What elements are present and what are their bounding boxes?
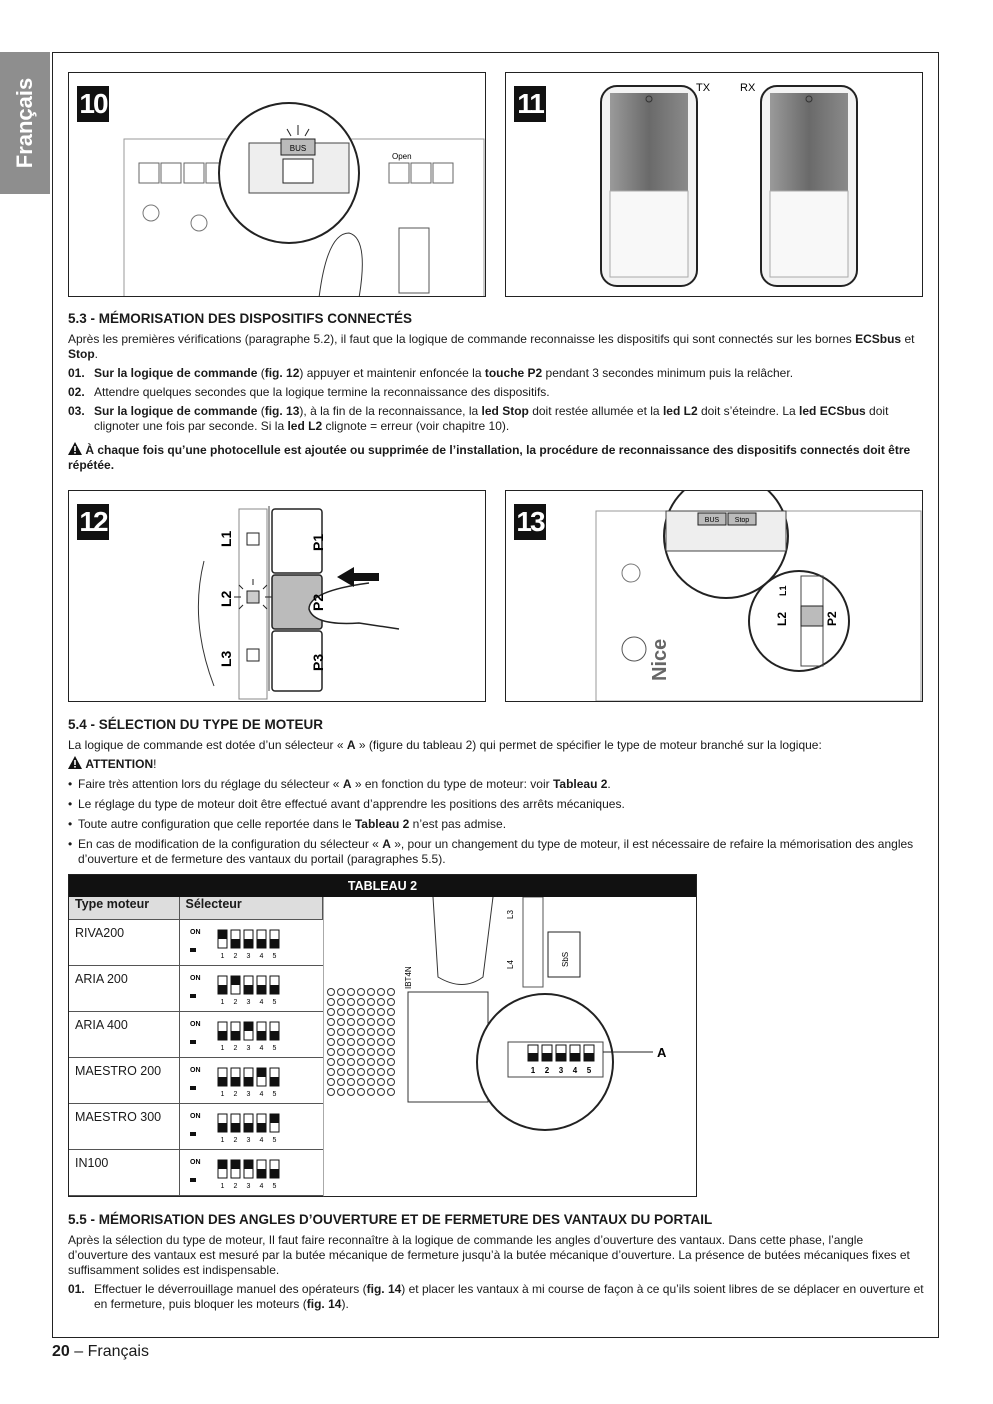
board-hole bbox=[358, 1019, 365, 1026]
switch-number: 2 bbox=[233, 1045, 237, 1052]
motor-type-cell: ARIA 200 bbox=[69, 966, 179, 1012]
switch-number: 2 bbox=[233, 1091, 237, 1098]
dip-switch-knob bbox=[270, 1077, 279, 1086]
switch-number: 2 bbox=[233, 953, 237, 960]
switch-number: 3 bbox=[246, 1183, 250, 1190]
board-hole bbox=[368, 1029, 375, 1036]
brand-label: Nice bbox=[649, 638, 671, 681]
switch-number: 3 bbox=[246, 1137, 250, 1144]
board-hole bbox=[368, 1059, 375, 1066]
board-hole bbox=[358, 1069, 365, 1076]
l2-label: L2 bbox=[775, 611, 789, 626]
dip-switch-knob bbox=[244, 939, 253, 948]
switch-number: 5 bbox=[272, 1137, 276, 1144]
selector-cell bbox=[179, 920, 323, 966]
board-hole bbox=[348, 999, 355, 1006]
figure-number: 13 bbox=[514, 504, 546, 540]
on-label: ON bbox=[189, 1021, 200, 1028]
board-hole bbox=[348, 1019, 355, 1026]
board-hole bbox=[328, 1029, 335, 1036]
switch-number: 3 bbox=[246, 1091, 250, 1098]
board-hole bbox=[328, 1079, 335, 1086]
selector-a-callout: A bbox=[657, 1045, 667, 1060]
bullet-item: • Toute autre configuration que celle reportée dans le Tableau 2 n’est pas admise. bbox=[68, 817, 924, 832]
selector-switch-knob bbox=[556, 1053, 566, 1061]
rx-label: RX bbox=[740, 82, 756, 94]
on-label: ON bbox=[189, 929, 200, 936]
table-row bbox=[69, 1150, 323, 1196]
stop-label: Stop bbox=[734, 517, 750, 524]
figure-13 bbox=[505, 490, 923, 702]
board-hole bbox=[378, 1059, 385, 1066]
on-marker bbox=[190, 1132, 196, 1136]
dip-switch-knob bbox=[244, 1022, 253, 1031]
dip-switch-knob bbox=[218, 985, 227, 994]
dip-switch-knob bbox=[270, 985, 279, 994]
p2-label: P2 bbox=[310, 593, 326, 611]
dip-switch-diagram bbox=[186, 972, 306, 1008]
language-tab bbox=[0, 52, 50, 194]
p3-label: P3 bbox=[310, 653, 326, 671]
dip-switch-knob bbox=[218, 1031, 227, 1040]
open-label: Open bbox=[392, 152, 412, 161]
l2-label: L2 bbox=[218, 590, 234, 607]
switch-number: 3 bbox=[246, 1045, 250, 1052]
tx-label: TX bbox=[696, 82, 711, 94]
board-hole bbox=[368, 989, 375, 996]
dip-switch-knob bbox=[257, 939, 266, 948]
l3-label: L3 bbox=[506, 910, 515, 919]
dip-switch-knob bbox=[244, 1123, 253, 1132]
selector-cell bbox=[179, 1012, 323, 1058]
board-hole bbox=[338, 1029, 345, 1036]
figure-13-drawing bbox=[506, 491, 923, 702]
switch-number: 3 bbox=[246, 999, 250, 1006]
table-row bbox=[69, 1058, 323, 1104]
switch-number: 2 bbox=[233, 999, 237, 1006]
table-row bbox=[69, 1012, 323, 1058]
board-hole bbox=[378, 1079, 385, 1086]
board-hole bbox=[378, 1039, 385, 1046]
board-hole bbox=[338, 1069, 345, 1076]
figure-12 bbox=[68, 490, 486, 702]
dip-switch-knob bbox=[244, 1160, 253, 1169]
figure-10 bbox=[68, 72, 486, 297]
switch-number: 1 bbox=[220, 1183, 224, 1190]
motor-type-cell: RIVA200 bbox=[69, 920, 179, 966]
on-label: ON bbox=[189, 975, 200, 982]
figure-number: 10 bbox=[77, 86, 109, 122]
paragraph: Après la sélection du type de moteur, Il faut faire reconnaître à la logique de commande les angles d’ouverture des vantaux. Dans cette phase, l’angle d’ouverture des vantaux est mesuré par la butée mécanique de fermeture jusqu’à la butée mécanique d’ouverture. La présence de butées mécaniques fixes et suffisamment solides est indispensable. bbox=[68, 1233, 910, 1277]
dip-switch-knob bbox=[218, 1160, 227, 1169]
board-hole bbox=[328, 1009, 335, 1016]
selector-switch-knob bbox=[542, 1053, 552, 1061]
selector-cell bbox=[179, 1104, 323, 1150]
selector-switch-knob bbox=[584, 1053, 594, 1061]
section-title: 5.5 - MÉMORISATION DES ANGLES D’OUVERTURE ET DE FERMETURE DES VANTAUX DU PORTAIL bbox=[68, 1212, 713, 1227]
board-hole bbox=[368, 1009, 375, 1016]
figure-10-drawing bbox=[69, 73, 486, 297]
on-label: ON bbox=[189, 1067, 200, 1074]
board-hole bbox=[388, 1019, 395, 1026]
selector-board-drawing bbox=[323, 897, 697, 1197]
on-marker bbox=[190, 1086, 196, 1090]
board-hole bbox=[338, 1009, 345, 1016]
attention-note: ATTENTION! bbox=[68, 756, 924, 772]
switch-number: 4 bbox=[572, 1066, 578, 1075]
board-hole bbox=[378, 1029, 385, 1036]
board-hole bbox=[358, 1029, 365, 1036]
p1-label: P1 bbox=[310, 533, 326, 551]
board-hole bbox=[358, 989, 365, 996]
board-hole bbox=[388, 1069, 395, 1076]
switch-number: 1 bbox=[220, 1045, 224, 1052]
board-hole bbox=[328, 1039, 335, 1046]
figure-number: 12 bbox=[77, 504, 109, 540]
bullet-item: • Faire très attention lors du réglage du sélecteur « A » en fonction du type de moteur: voir Tableau 2. bbox=[68, 777, 924, 792]
switch-number: 2 bbox=[233, 1137, 237, 1144]
bullet-item: • Le réglage du type de moteur doit être effectué avant d’apprendre les positions des arrêts mécaniques. bbox=[68, 797, 924, 812]
selector-cell bbox=[179, 1058, 323, 1104]
board-hole bbox=[328, 1089, 335, 1096]
ibt-label: IBT4N bbox=[404, 966, 413, 989]
dip-switch-knob bbox=[270, 1169, 279, 1178]
switch-number: 1 bbox=[220, 953, 224, 960]
board-hole bbox=[388, 1039, 395, 1046]
table-row bbox=[69, 1104, 323, 1150]
dip-switch-knob bbox=[257, 1031, 266, 1040]
switch-number: 1 bbox=[220, 1137, 224, 1144]
board-hole bbox=[328, 1059, 335, 1066]
board-hole bbox=[328, 1069, 335, 1076]
list-item: 01. Sur la logique de commande (fig. 12) appuyer et maintenir enfoncée la touche P2 pendant 3 secondes minimum puis la relâcher. bbox=[68, 366, 794, 380]
board-hole bbox=[388, 1089, 395, 1096]
board-hole bbox=[388, 989, 395, 996]
switch-number: 4 bbox=[259, 1137, 263, 1144]
on-label: ON bbox=[189, 1113, 200, 1120]
section-5-4 bbox=[68, 716, 924, 867]
board-hole bbox=[328, 1019, 335, 1026]
dip-switch-diagram bbox=[186, 1110, 306, 1146]
motor-type-cell: MAESTRO 200 bbox=[69, 1058, 179, 1104]
dip-switch-diagram bbox=[186, 926, 306, 962]
board-hole bbox=[348, 1029, 355, 1036]
board-hole bbox=[368, 999, 375, 1006]
board-hole bbox=[358, 1059, 365, 1066]
switch-number: 4 bbox=[259, 1183, 263, 1190]
language-tab-label: Français bbox=[12, 77, 37, 169]
board-hole bbox=[388, 1049, 395, 1056]
section-title: 5.3 - MÉMORISATION DES DISPOSITIFS CONNECTÉS bbox=[68, 311, 413, 326]
board-hole bbox=[338, 1079, 345, 1086]
board-hole bbox=[358, 1089, 365, 1096]
dip-switch-knob bbox=[231, 1031, 240, 1040]
switch-number: 2 bbox=[233, 1183, 237, 1190]
l3-label: L3 bbox=[218, 650, 234, 667]
switch-number: 5 bbox=[272, 1045, 276, 1052]
column-header: Sélecteur bbox=[179, 897, 323, 920]
dip-switch-knob bbox=[257, 1169, 266, 1178]
board-hole bbox=[328, 989, 335, 996]
motor-type-cell: IN100 bbox=[69, 1150, 179, 1196]
motor-table bbox=[69, 897, 323, 1196]
figure-12-drawing bbox=[69, 491, 486, 702]
switch-number: 5 bbox=[586, 1066, 592, 1075]
board-hole bbox=[358, 1039, 365, 1046]
page-footer: 20 – Français bbox=[52, 1343, 149, 1360]
board-hole bbox=[348, 1079, 355, 1086]
board-hole bbox=[378, 999, 385, 1006]
paragraph: La logique de commande est dotée d’un sélecteur « A » (figure du tableau 2) qui permet de spécifier le type de moteur branché sur la logique: bbox=[68, 738, 822, 752]
dip-switch-knob bbox=[218, 1123, 227, 1132]
dip-switch-knob bbox=[244, 985, 253, 994]
dip-switch-diagram bbox=[186, 1064, 306, 1100]
section-title: 5.4 - SÉLECTION DU TYPE DE MOTEUR bbox=[68, 717, 324, 732]
figure-number: 11 bbox=[514, 86, 546, 122]
board-hole bbox=[358, 1079, 365, 1086]
switch-number: 5 bbox=[272, 953, 276, 960]
tableau-2 bbox=[68, 874, 697, 1197]
board-hole bbox=[388, 1059, 395, 1066]
dip-switch-knob bbox=[231, 1123, 240, 1132]
board-hole bbox=[338, 1039, 345, 1046]
switch-number: 3 bbox=[558, 1066, 564, 1075]
paragraph: Après les premières vérifications (paragraphe 5.2), il faut que la logique de commande reconnaisse les dispositifs qui sont connectés sur les bornes ECSbus et Stop. bbox=[68, 332, 915, 361]
switch-number: 5 bbox=[272, 1091, 276, 1098]
switch-number: 5 bbox=[272, 999, 276, 1006]
selector-cell bbox=[179, 1150, 323, 1196]
warning-note: À chaque fois qu’une photocellule est ajoutée ou supprimée de l’installation, la procédure de reconnaissance des dispositifs connectés doit être répétée. bbox=[68, 443, 911, 472]
switch-number: 4 bbox=[259, 1091, 263, 1098]
dip-switch-knob bbox=[244, 1077, 253, 1086]
table-row bbox=[69, 966, 323, 1012]
selector-switch-knob bbox=[528, 1053, 538, 1061]
dip-switch-knob bbox=[257, 1068, 266, 1077]
dip-switch-knob bbox=[257, 1123, 266, 1132]
warning-icon bbox=[68, 442, 82, 455]
board-hole bbox=[348, 1049, 355, 1056]
switch-number: 1 bbox=[220, 999, 224, 1006]
switch-number: 4 bbox=[259, 999, 263, 1006]
board-hole bbox=[328, 999, 335, 1006]
switch-number: 4 bbox=[259, 1045, 263, 1052]
dip-switch-knob bbox=[270, 939, 279, 948]
board-hole bbox=[378, 1049, 385, 1056]
figure-11 bbox=[505, 72, 923, 297]
sbs-label: SbS bbox=[561, 951, 570, 967]
switch-number: 4 bbox=[259, 953, 263, 960]
on-marker bbox=[190, 1178, 196, 1182]
list-item: 01. Effectuer le déverrouillage manuel des opérateurs (fig. 14) et placer les vantaux à mi course de façon à ce qu’ils soient libres de se déplacer en ouverture et en fermeture, puis bloquer les moteurs (fig. 14). bbox=[68, 1282, 924, 1311]
switch-number: 3 bbox=[246, 953, 250, 960]
list-item: 02. Attendre quelques secondes que la logique termine la reconnaissance des dispositifs. bbox=[68, 385, 550, 399]
board-hole bbox=[368, 1089, 375, 1096]
page-number: 20 bbox=[52, 1343, 70, 1360]
bus-label: BUS bbox=[704, 517, 720, 524]
dip-switch-knob bbox=[270, 1114, 279, 1123]
board-hole bbox=[368, 1079, 375, 1086]
switch-number: 1 bbox=[220, 1091, 224, 1098]
board-hole bbox=[378, 1019, 385, 1026]
board-hole bbox=[348, 989, 355, 996]
table-row bbox=[69, 920, 323, 966]
board-hole bbox=[358, 1049, 365, 1056]
section-5-3 bbox=[68, 310, 924, 473]
section-5-5 bbox=[68, 1211, 924, 1312]
board-hole bbox=[368, 1039, 375, 1046]
board-hole bbox=[348, 1089, 355, 1096]
bullet-item: • En cas de modification de la configuration du sélecteur « A », pour un changement du type de moteur, il est nécessaire de refaire la mémorisation des angles d’ouverture et de fermeture des vantaux du portail (paragraphes 5.5). bbox=[68, 837, 924, 867]
board-hole bbox=[368, 1069, 375, 1076]
dip-switch-knob bbox=[231, 939, 240, 948]
board-hole bbox=[368, 1019, 375, 1026]
on-label: ON bbox=[189, 1159, 200, 1166]
dip-switch-knob bbox=[231, 976, 240, 985]
selector-switch-knob bbox=[570, 1053, 580, 1061]
selector-cell bbox=[179, 966, 323, 1012]
table-title: TABLEAU 2 bbox=[69, 875, 696, 897]
board-hole bbox=[338, 999, 345, 1006]
board-hole bbox=[378, 1089, 385, 1096]
board-hole bbox=[388, 1009, 395, 1016]
motor-type-cell: MAESTRO 300 bbox=[69, 1104, 179, 1150]
board-hole bbox=[348, 1059, 355, 1066]
switch-number: 1 bbox=[530, 1066, 536, 1075]
dip-switch-diagram bbox=[186, 1018, 306, 1054]
switch-number: 2 bbox=[544, 1066, 550, 1075]
on-marker bbox=[190, 994, 196, 998]
list-item: 03. Sur la logique de commande (fig. 13), à la fin de la reconnaissance, la led Stop doit restée allumée et la led L2 doit s’éteindre. La led ECSbus doit clignoter une fois par seconde. Si la led L2 clignote = erreur (voir chapitre 10). bbox=[68, 404, 889, 433]
board-hole bbox=[328, 1049, 335, 1056]
dip-switch-knob bbox=[218, 1077, 227, 1086]
board-hole bbox=[338, 1019, 345, 1026]
dip-switch-diagram bbox=[186, 1156, 306, 1192]
on-marker bbox=[190, 948, 196, 952]
column-header: Type moteur bbox=[69, 897, 179, 920]
l4-label: L4 bbox=[506, 960, 515, 969]
board-hole bbox=[388, 1029, 395, 1036]
board-hole bbox=[348, 1069, 355, 1076]
board-hole bbox=[338, 1059, 345, 1066]
figure-11-drawing bbox=[506, 73, 923, 297]
dip-switch-knob bbox=[231, 1160, 240, 1169]
board-hole bbox=[358, 999, 365, 1006]
l1-label: L1 bbox=[218, 530, 234, 547]
board-hole bbox=[388, 1079, 395, 1086]
board-hole bbox=[348, 1009, 355, 1016]
board-hole bbox=[378, 1069, 385, 1076]
dip-switch-knob bbox=[270, 1031, 279, 1040]
board-hole bbox=[338, 1089, 345, 1096]
footer-language: Français bbox=[87, 1343, 149, 1360]
board-hole bbox=[388, 999, 395, 1006]
switch-number: 5 bbox=[272, 1183, 276, 1190]
p2-label: P2 bbox=[825, 611, 839, 626]
board-hole bbox=[348, 1039, 355, 1046]
on-marker bbox=[190, 1040, 196, 1044]
dip-switch-knob bbox=[231, 1077, 240, 1086]
board-hole bbox=[338, 1049, 345, 1056]
board-hole bbox=[378, 1009, 385, 1016]
board-hole bbox=[378, 989, 385, 996]
l1-label: L1 bbox=[778, 585, 788, 596]
warning-icon bbox=[68, 756, 82, 769]
board-hole bbox=[368, 1049, 375, 1056]
dip-switch-knob bbox=[218, 930, 227, 939]
motor-type-cell: ARIA 400 bbox=[69, 1012, 179, 1058]
board-hole bbox=[358, 1009, 365, 1016]
dip-switch-knob bbox=[257, 985, 266, 994]
bus-label: BUS bbox=[289, 144, 307, 153]
board-hole bbox=[338, 989, 345, 996]
